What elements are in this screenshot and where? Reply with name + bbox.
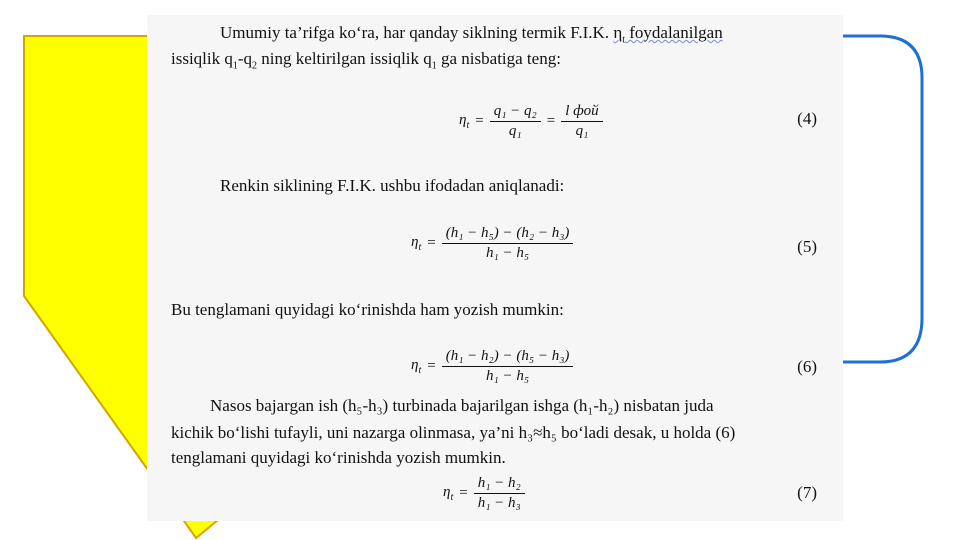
eq4-fraction-1: $\frac{\text{q₁ − q₂}}{\text{q₁}}$: [490, 103, 541, 140]
paragraph-2: Renkin siklining F.I.K. ushbu ifodadan aniqlanadi:: [220, 176, 565, 195]
paragraph-1-line-2: issiqlik $q_1-q_2$ ning keltirilgan issiqlik $q_1$ ga nisbatiga teng:: [171, 49, 561, 72]
equation-7-number: (7): [797, 483, 817, 502]
paragraph-1-line-1: Umumiy ta’rifga ko‘ra, har qanday siklning termik F.I.K. $\eta_t$ foydalanilgan: [220, 23, 723, 46]
equation-5-number: (5): [797, 237, 817, 256]
eq7-fraction: $\frac{\text{h₁ − h₂}}{\text{h₁ − h₃}}$: [474, 475, 525, 512]
equation-4: $\eta_t$ = $\frac{\text{q₁ − q₂}}{\text{q₁}}$ = $\frac{\text{l фой}}{\text{q₁}}$: [459, 103, 603, 140]
equation-6: $\eta_t$ = $\frac{\text{(h₁ − h₂) − (h₅ − h₃)}}{\text{h₁ − h₅}}$: [411, 348, 573, 385]
blue-bracket-shape: [843, 36, 922, 362]
eq6-fraction: $\frac{\text{(h₁ − h₂) − (h₅ − h₃)}}{\text{h₁ − h₅}}$: [442, 348, 574, 385]
eq5-fraction: $\frac{\text{(h₁ − h₅) − (h₂ − h₃)}}{\text{h₁ − h₅}}$: [442, 225, 574, 262]
document-page: [147, 15, 843, 521]
equation-6-number: (6): [797, 357, 817, 376]
equation-5: $\eta_t$ = $\frac{\text{(h₁ − h₅) − (h₂ − h₃)}}{\text{h₁ − h₅}}$: [411, 225, 573, 262]
paragraph-4-line-3: tenglamani quyidagi ko‘rinishda yozish mumkin.: [171, 448, 506, 467]
paragraph-3: Bu tenglamani quyidagi ko‘rinishda ham yozish mumkin:: [171, 300, 564, 319]
equation-4-number: (4): [797, 109, 817, 128]
equation-7: $\eta_t$ = $\frac{\text{h₁ − h₂}}{\text{h₁ − h₃}}$: [443, 475, 525, 512]
eq4-fraction-2: $\frac{\text{l фой}}{\text{q₁}}$: [561, 103, 602, 140]
paragraph-4-line-1: Nasos bajargan ish (h₅-h₃) turbinada bajarilgan ishga (h₁-h₂) nisbatan juda: [210, 396, 714, 415]
paragraph-4-line-2: kichik bo‘lishi tufayli, uni nazarga olinmasa, ya’ni h₃≈h₅ bo‘ladi desak, u holda (6): [171, 423, 736, 442]
